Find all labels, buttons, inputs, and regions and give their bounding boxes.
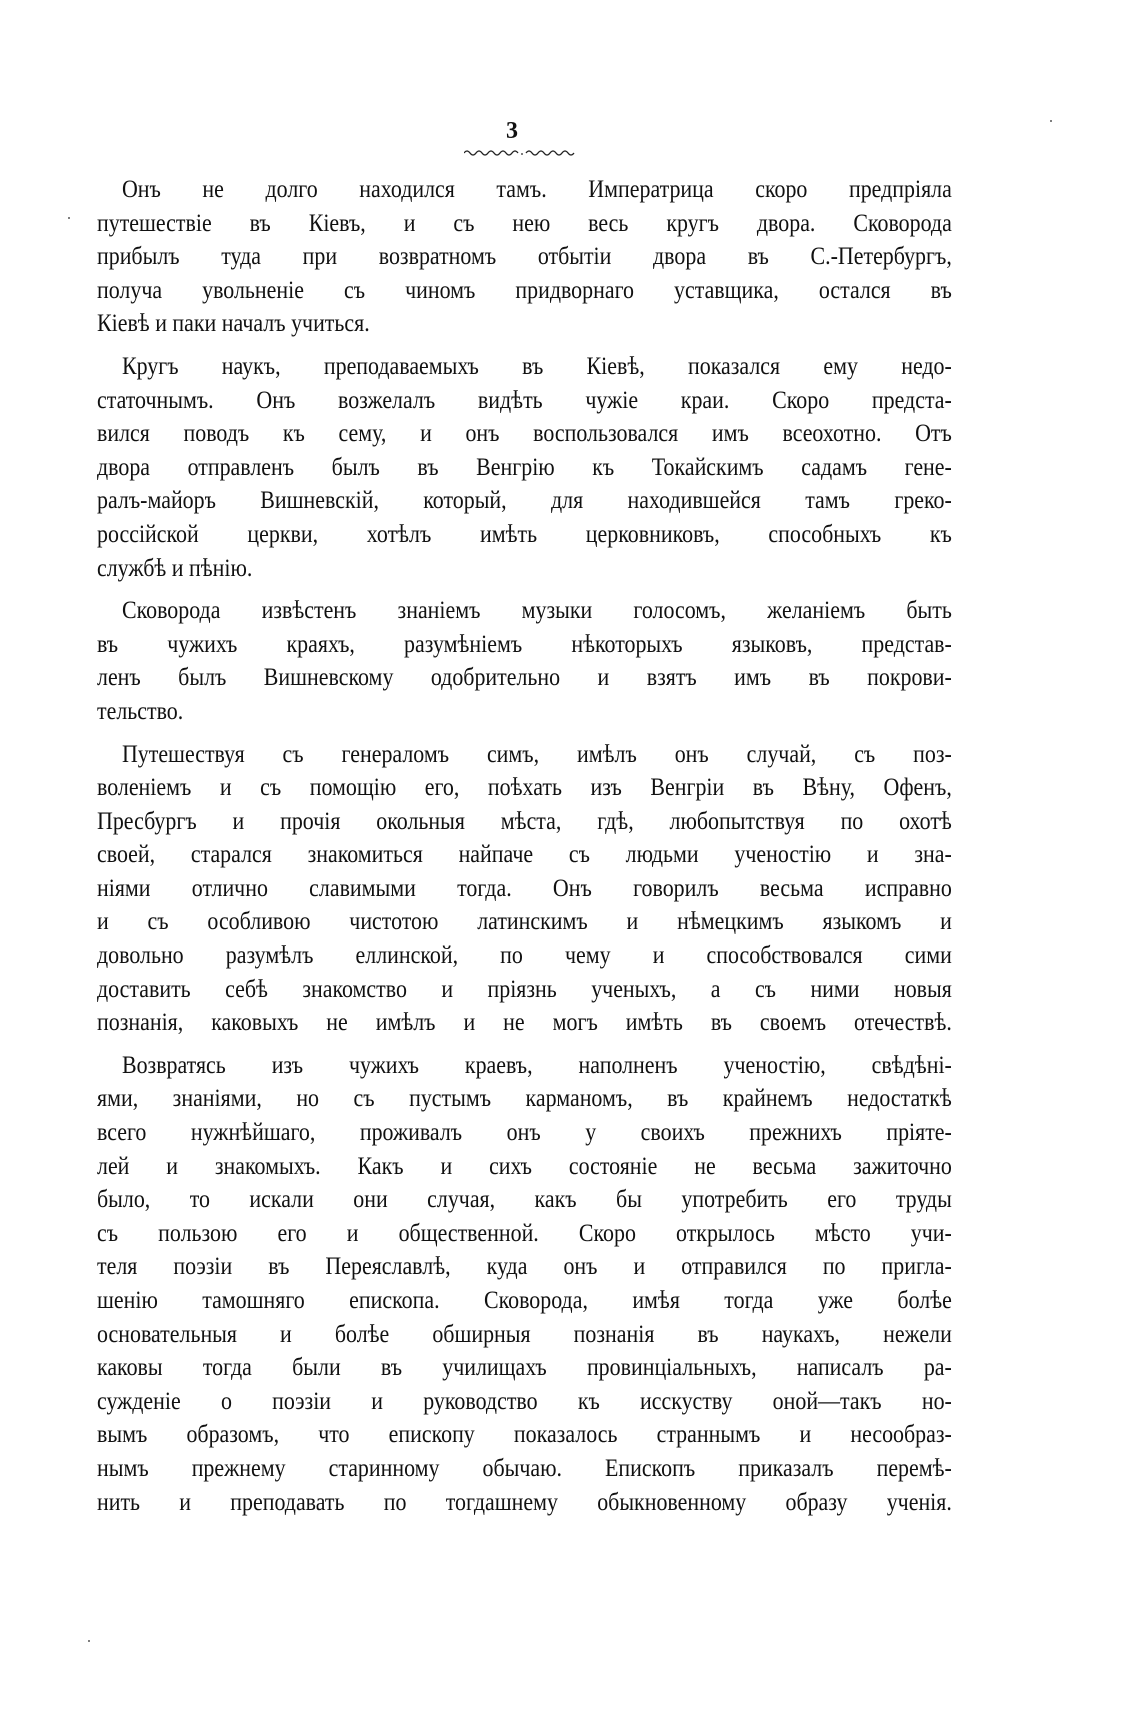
text-line: Возвратясь изъ чужихъ краевъ, наполненъ ученостію, свѣдѣні- [121,1049,952,1079]
text-line: познанія, каковыхъ не имѣлъ и не могъ имѣть въ своемъ отечествѣ. [97,1007,952,1037]
wavy-rule-ornament [464,148,576,158]
text-line: ралъ-майоръ Вишневскій, который, для находившейся тамъ греко- [97,485,952,515]
text-line: всего нужнѣйшаго, проживалъ онъ у своихъ прежнихъ пріяте- [97,1117,952,1147]
text-line: тельство. [97,695,184,725]
text-line: вымъ образомъ, что епископу показалось страннымъ и несообраз- [97,1419,952,1449]
text-line: Онъ не долго находился тамъ. Императрица скоро предпріяла [121,174,952,203]
text-line: и съ особливою чистотою латинскимъ и нѣмецкимъ языкомъ и [97,906,952,936]
text-line: довольно разумѣлъ еллинской, по чему и способствовался сими [97,940,952,970]
text-line: каковы тогда были въ училищахъ провинціальныхъ, написалъ ра- [97,1352,952,1382]
text-line: ями, знаніями, но съ пустымъ карманомъ, въ крайнемъ недостаткѣ [97,1083,952,1113]
text-line: ніями отлично славимыми тогда. Онъ говорилъ весьма исправно [97,872,952,902]
text-line: воленіемъ и съ помощію его, поѣхать изъ Венгріи въ Вѣну, Офенъ, [97,772,952,802]
text-line: Пресбургъ и прочія окольныя мѣста, гдѣ, любопытствуя по охотѣ [97,805,952,835]
text-line: Кіевѣ и паки началъ учиться. [97,308,370,338]
text-line: шенію тамошняго епископа. Сковорода, имѣя тогда уже болѣе [97,1285,952,1314]
text-line: Кругъ наукъ, преподаваемыхъ въ Кіевѣ, показался ему недо- [121,350,952,380]
text-line: службѣ и пѣнію. [97,552,253,582]
text-line: нить и преподавать по тогдашнему обыкновенному образу ученія. [97,1486,952,1516]
text-line: ленъ былъ Вишневскому одобрительно и взятъ имъ въ покрови- [97,662,952,692]
paragraph-5 [97,1048,952,1518]
text-line: прибылъ туда при возвратномъ отбытіи двора въ С.-Петербургъ, [97,241,952,271]
text-line: получа увольненіе съ чиномъ придворнаго уставщика, остался въ [97,274,952,304]
text-line: теля поэзіи въ Переяславлѣ, куда онъ и отправился по пригла- [97,1251,952,1281]
paragraph-3 [97,593,952,727]
text-line: своей, старался знакомиться найпаче съ людьми ученостію и зна- [97,839,952,869]
text-line: лей и знакомыхъ. Какъ и сихъ состояніе не весьма зажиточно [97,1150,952,1180]
text-line: путешествіе въ Кіевъ, и съ нею весь кругъ двора. Сковорода [97,207,952,237]
scan-speck [1050,120,1052,122]
text-line: съ пользою его и общественной. Скоро открылось мѣсто учи- [97,1217,952,1247]
text-line: было, то искали они случая, какъ бы употребить его труды [97,1184,952,1214]
text-line: россійской церкви, хотѣлъ имѣть церковниковъ, способныхъ къ [97,518,952,548]
paragraph-1 [97,172,952,340]
scan-speck [88,1640,90,1642]
text-line: статочнымъ. Онъ возжелалъ видѣть чужіе краи. Скоро предста- [97,384,952,414]
page-number [0,118,1140,145]
scan-speck [68,217,70,219]
text-line: доставить себѣ знакомство и пріязнь ученыхъ, а съ ними новыя [97,973,952,1003]
text-line: вился поводъ къ сему, и онъ воспользовался имъ всеохотно. Отъ [97,418,952,448]
body-text [97,172,952,1527]
paragraph-2 [97,349,952,584]
text-line: сужденіе о поэзіи и руководство къ исскуству оной—такъ но- [97,1385,952,1415]
text-line: въ чужихъ краяхъ, разумѣніемъ нѣкоторыхъ языковъ, представ- [97,628,952,658]
paragraph-4 [97,737,952,1039]
page-number-text: 3 [506,118,518,144]
text-line: Сковорода извѣстенъ знаніемъ музыки голосомъ, желаніемъ быть [121,595,952,625]
text-line: основательныя и болѣе обширныя познанія въ наукахъ, нежели [97,1318,952,1348]
text-line: нымъ прежнему старинному обычаю. Епископъ приказалъ перемѣ- [97,1452,952,1482]
text-line: Путешествуя съ генераломъ симъ, имѣлъ онъ случай, съ поз- [121,738,952,768]
text-line: двора отправленъ былъ въ Венгрію къ Токайскимъ садамъ гене- [97,451,952,481]
